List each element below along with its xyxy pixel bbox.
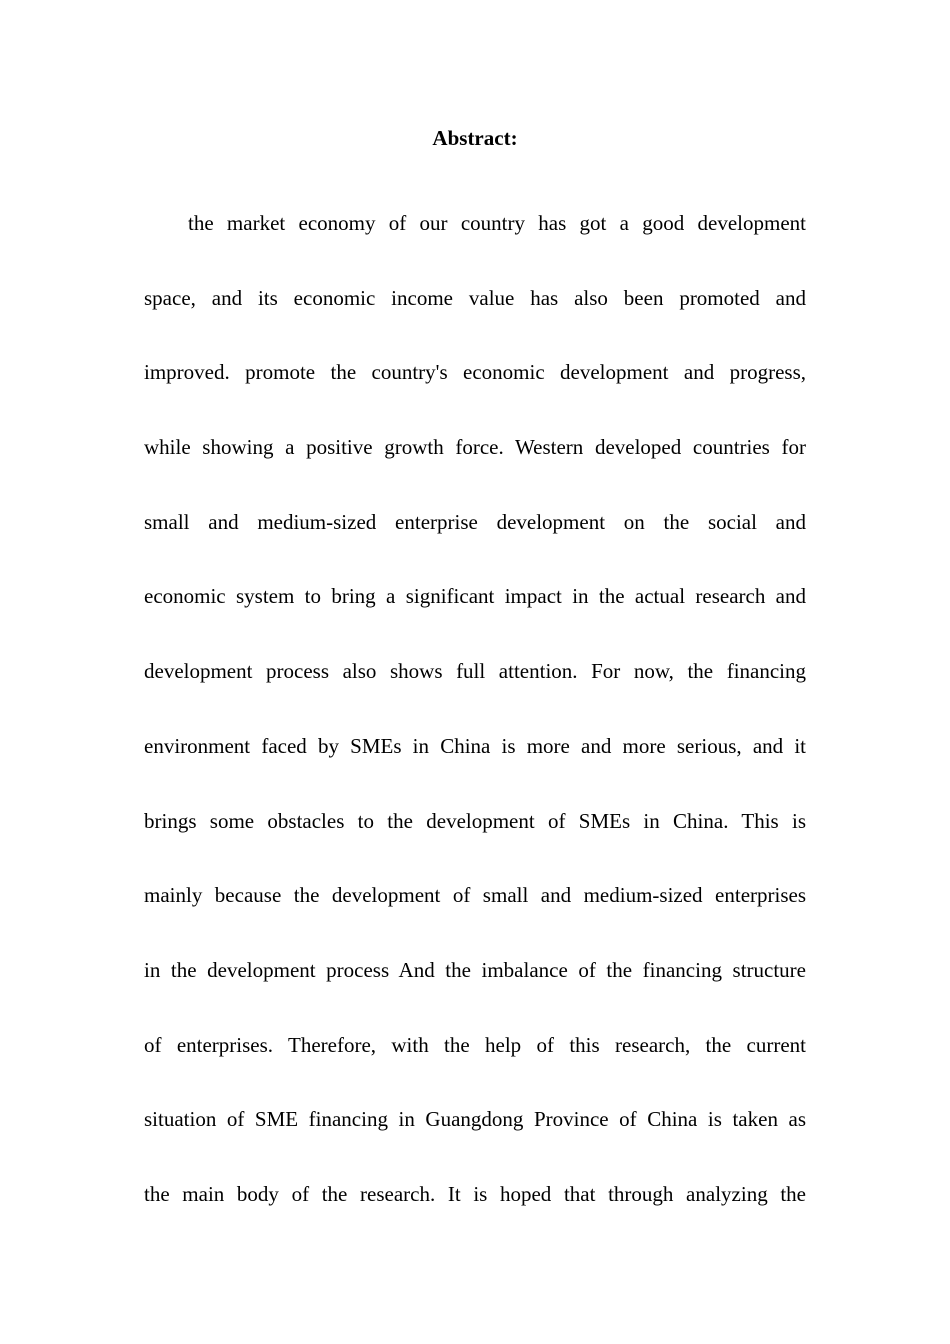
abstract-line: the market economy of our country has got a good development xyxy=(188,211,806,235)
abstract-line: in the development process And the imbalance of the financing structure xyxy=(144,957,806,982)
abstract-line: improved. promote the country's economic development and progress, xyxy=(144,360,806,385)
abstract-line: brings some obstacles to the development of SMEs in China. This is xyxy=(144,808,806,833)
abstract-line: small and medium-sized enterprise development on the social and xyxy=(144,509,806,534)
abstract-line: situation of SME financing in Guangdong Province of China is taken as xyxy=(144,1107,806,1132)
abstract-line: environment faced by SMEs in China is more and more serious, and it xyxy=(144,733,806,758)
abstract-line: of enterprises. Therefore, with the help of this research, the current xyxy=(144,1032,806,1057)
abstract-line: development process also shows full attention. For now, the financing xyxy=(144,659,806,684)
abstract-line: economic system to bring a significant impact in the actual research and xyxy=(144,584,806,609)
abstract-line: the main body of the research. It is hoped that through analyzing the xyxy=(144,1181,806,1206)
abstract-line: space, and its economic income value has also been promoted and xyxy=(144,285,806,310)
abstract-body xyxy=(144,186,806,1232)
abstract-line: while showing a positive growth force. Western developed countries for xyxy=(144,435,806,460)
abstract-heading: Abstract: xyxy=(432,126,518,150)
abstract-line: mainly because the development of small and medium-sized enterprises xyxy=(144,883,806,908)
